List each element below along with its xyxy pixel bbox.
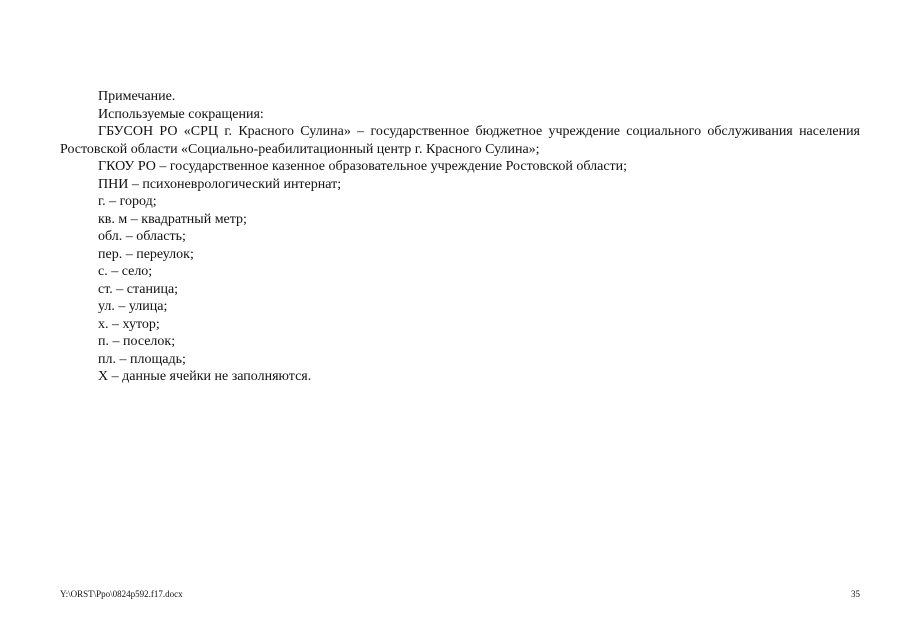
abbreviation-item: ул. – улица;	[98, 299, 168, 314]
page-number: 35	[851, 589, 860, 599]
abbreviation-item: ГКОУ РО – государственное казенное образовательное учреждение Ростовской области;	[98, 159, 628, 174]
abbreviation-item: Х – данные ячейки не заполняются.	[98, 369, 312, 384]
abbreviation-item: кв. м – квадратный метр;	[98, 211, 247, 227]
abbreviation-item: х. – хутор;	[98, 316, 160, 332]
abbreviations-heading: Используемые сокращения:	[98, 106, 264, 122]
abbreviation-item: ст. – станица;	[98, 281, 179, 297]
abbreviation-item: пл. – площадь;	[98, 351, 186, 367]
abbreviation-item: ПНИ – психоневрологический интернат;	[98, 176, 342, 192]
abbreviation-item: обл. – область;	[98, 229, 186, 244]
page-footer	[60, 589, 860, 600]
note-title: Примечание.	[98, 89, 176, 104]
abbreviation-item: п. – поселок;	[98, 334, 176, 349]
note-section	[60, 88, 860, 386]
abbreviation-item: ГБУСОН РО «СРЦ г. Красного Сулина» – государственное бюджетное учреждение социального обслуживания населения Ростовской области «Социально-реабилитационный центр г. Красного Сулина»;	[60, 124, 860, 157]
abbreviation-item: с. – село;	[98, 264, 153, 279]
abbreviation-item: г. – город;	[98, 194, 157, 209]
file-path: Y:\ORST\Ppo\0824p592.f17.docx	[60, 589, 183, 599]
abbreviation-item: пер. – переулок;	[98, 246, 194, 262]
